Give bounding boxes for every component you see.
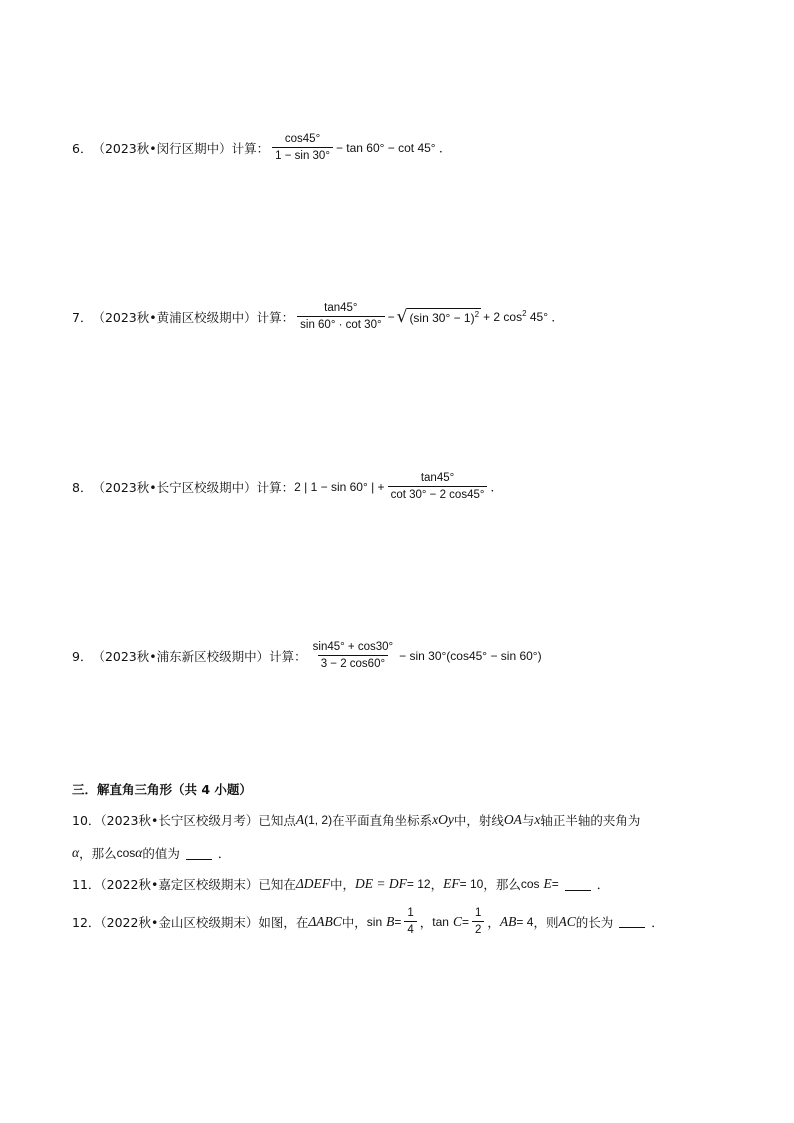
problem-number: 6． (72, 140, 93, 156)
fraction (297, 302, 384, 331)
problem-7 (72, 302, 563, 331)
expression-tail: ． (490, 480, 503, 494)
radicand: (sin 30° − 1)$^2$ (409, 309, 480, 325)
problem-8 (72, 472, 503, 501)
denominator: 1 − sin 30° (272, 147, 333, 162)
point-coords: (1, 2) (304, 813, 333, 827)
problem-9 (72, 641, 542, 670)
problem-number: 9． (72, 648, 93, 664)
square-root (397, 308, 481, 326)
ray-label: OA (503, 812, 522, 827)
coordinate-system: xOy (432, 812, 454, 827)
problem-number: 8． (72, 479, 93, 495)
denominator: sin 60° · cot 30° (297, 316, 384, 331)
denominator: cot 30° − 2 cos45° (388, 486, 488, 501)
point-label: A (295, 812, 305, 827)
problem-number: 7． (72, 309, 93, 325)
problem-11: 11．（2022秋•嘉定区校级期末）已知在 ΔDEF 中， DE = DF = 12 ， EF = 10 ，那么 cos E = ． (72, 876, 610, 892)
radical-sign: √ (396, 306, 408, 327)
answer-blank[interactable] (619, 915, 645, 928)
problem-6 (72, 133, 451, 162)
problem-10-line-1: 10．（2023秋•长宁区校级月考）已知点 A (1, 2) 在平面直角坐标系 xOy 中，射线 OA 与 x 轴正半轴的夹角为 (72, 812, 641, 828)
alpha-symbol: α (72, 845, 80, 860)
expression-tail: − sin 30°(cos45° − sin 60°) (399, 648, 542, 663)
fraction (272, 133, 333, 162)
numerator: sin45° + cos30° (312, 641, 394, 653)
section-heading: 三．解直角三角形（共 4 小题） (72, 782, 252, 797)
expression-tail: − tan 60° − cot 45° ． (335, 141, 451, 155)
numerator: tan45° (420, 472, 455, 484)
numerator: cos45° (284, 133, 321, 145)
fraction (388, 472, 488, 501)
problem-12: 12．（2022秋•金山区校级期末）如图，在 ΔABC 中， sin B = $\frac{1}{4}$ ， tan C = $\frac{1}{2}$ ， AB = 4 ，则 AC 的长为 ． (72, 907, 664, 936)
problem-source: （2023秋•长宁区校级期中）计算： (92, 479, 295, 495)
problem-source: （2023秋•黄浦区校级期中）计算： (92, 309, 295, 325)
minus-sign: − (387, 309, 395, 324)
answer-blank[interactable] (186, 847, 212, 860)
problem-source: （2023秋•浦东新区校级期中）计算： (92, 648, 307, 664)
problem-source: （2023秋•闵行区期中）计算： (92, 140, 270, 156)
expression-tail: + 2 $\cos^2 45^\circ$ ． (483, 309, 564, 324)
answer-blank[interactable] (565, 878, 591, 891)
triangle-label: ΔABC (308, 913, 342, 929)
fraction: $\frac{1}{4}$ (404, 907, 416, 936)
fraction (310, 641, 396, 670)
triangle-label: ΔDEF (295, 876, 331, 891)
numerator: tan45° (324, 302, 358, 314)
denominator: 3 − 2 cos60° (318, 655, 388, 670)
fraction: $\frac{1}{2}$ (472, 907, 484, 936)
expression-lead: 2 | 1 − sin 60° | + (294, 479, 385, 494)
problem-10-line-2: α ，那么 cos α 的值为 ． (72, 845, 231, 861)
axis-label: x (534, 812, 541, 827)
